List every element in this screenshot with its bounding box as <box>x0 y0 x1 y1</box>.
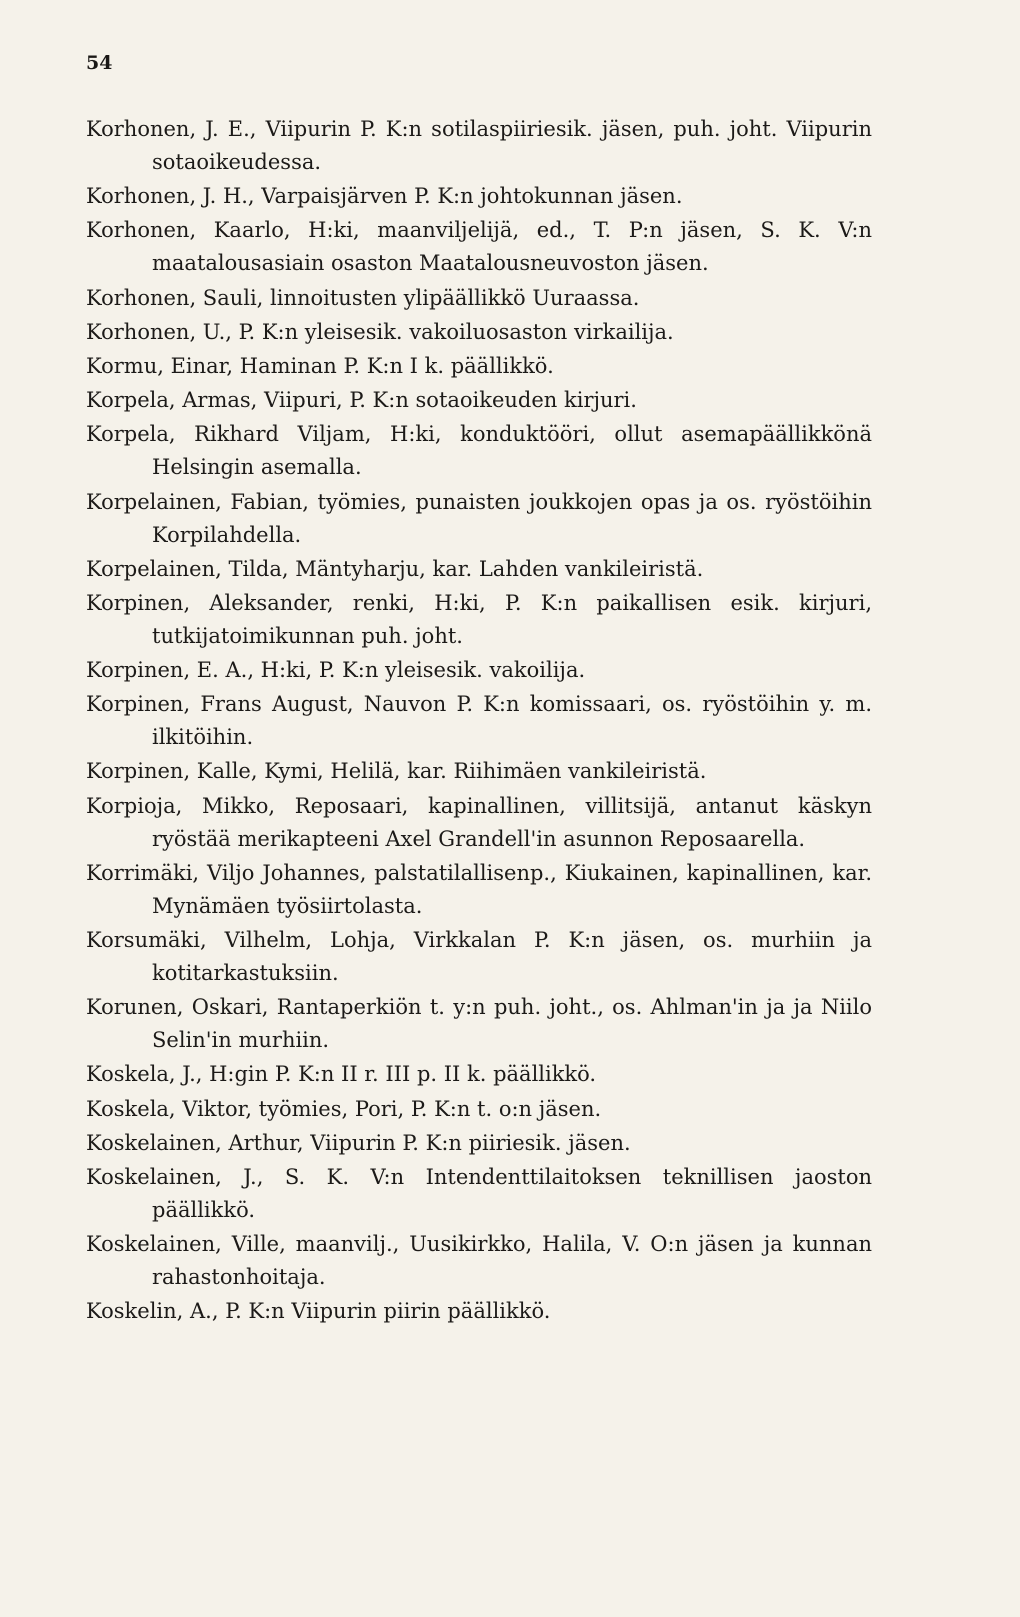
list-item: Koskela, J., H:gin P. K:n II r. III p. II k. päällikkö. <box>86 1062 597 1087</box>
list-item: Kormu, Einar, Haminan P. K:n I k. päällikkö. <box>86 353 554 378</box>
list-item: Koskela, Viktor, työmies, Pori, P. K:n t. o:n jäsen. <box>86 1096 602 1121</box>
list-item: Korpelainen, Tilda, Mäntyharju, kar. Lahden vankileiristä. <box>86 556 704 581</box>
list-item: Korhonen, Kaarlo, H:ki, maanviljelijä, ed., T. P:n jäsen, S. K. V:n maatalousasiain osaston Maatalousneuvoston jäsen. <box>86 218 872 276</box>
list-item: Koskelin, A., P. K:n Viipurin piirin päällikkö. <box>86 1299 551 1324</box>
list-item: Korhonen, J. E., Viipurin P. K:n sotilaspiiriesik. jäsen, puh. joht. Viipurin sotaoikeudessa. <box>86 117 872 174</box>
list-item: Korpinen, E. A., H:ki, P. K:n yleisesik. vakoilija. <box>86 658 586 683</box>
list-item: Korrimäki, Viljo Johannes, palstatilallisenp., Kiukainen, kapinallinen, kar. Mynämäen työsiirtolasta. <box>86 860 872 918</box>
entry-list <box>86 113 872 1328</box>
list-item: Korhonen, J. H., Varpaisjärven P. K:n johtokunnan jäsen. <box>86 184 683 209</box>
list-item: Korpinen, Frans August, Nauvon P. K:n komissaari, os. ryöstöihin y. m. ilkitöihin. <box>86 692 872 750</box>
list-item: Korunen, Oskari, Rantaperkiön t. y:n puh. joht., os. Ahlman'in ja ja Niilo Selin'in murhiin. <box>86 995 872 1053</box>
list-item: Korpela, Armas, Viipuri, P. K:n sotaoikeuden kirjuri. <box>86 388 637 413</box>
list-item: Korpinen, Kalle, Kymi, Helilä, kar. Riihimäen vankileiristä. <box>86 759 707 784</box>
list-item: Korhonen, Sauli, linnoitusten ylipäällikkö Uuraassa. <box>86 285 640 310</box>
page-number: 54 <box>86 52 113 74</box>
list-item: Koskelainen, J., S. K. V:n Intendenttilaitoksen teknillisen jaoston päällikkö. <box>86 1164 872 1222</box>
list-item: Korpioja, Mikko, Reposaari, kapinallinen, villitsijä, antanut käskyn ryöstää merikapteeni Axel Grandell'in asunnon Reposaarella. <box>86 793 872 851</box>
list-item: Korpelainen, Fabian, työmies, punaisten joukkojen opas ja os. ryöstöihin Korpilahdella. <box>86 489 872 547</box>
list-item: Korpela, Rikhard Viljam, H:ki, konduktööri, ollut asemapäällikkönä Helsingin asemalla. <box>86 422 872 480</box>
list-item: Koskelainen, Ville, maanvilj., Uusikirkko, Halila, V. O:n jäsen ja kunnan rahastonhoitaja. <box>86 1232 872 1290</box>
list-item: Korsumäki, Vilhelm, Lohja, Virkkalan P. K:n jäsen, os. murhiin ja kotitarkastuksiin. <box>86 928 872 985</box>
list-item: Korhonen, U., P. K:n yleisesik. vakoiluosaston virkailija. <box>86 319 674 344</box>
list-item: Koskelainen, Arthur, Viipurin P. K:n piiriesik. jäsen. <box>86 1130 631 1155</box>
list-item: Korpinen, Aleksander, renki, H:ki, P. K:n paikallisen esik. kirjuri, tutkijatoimikunnan puh. joht. <box>86 590 872 648</box>
